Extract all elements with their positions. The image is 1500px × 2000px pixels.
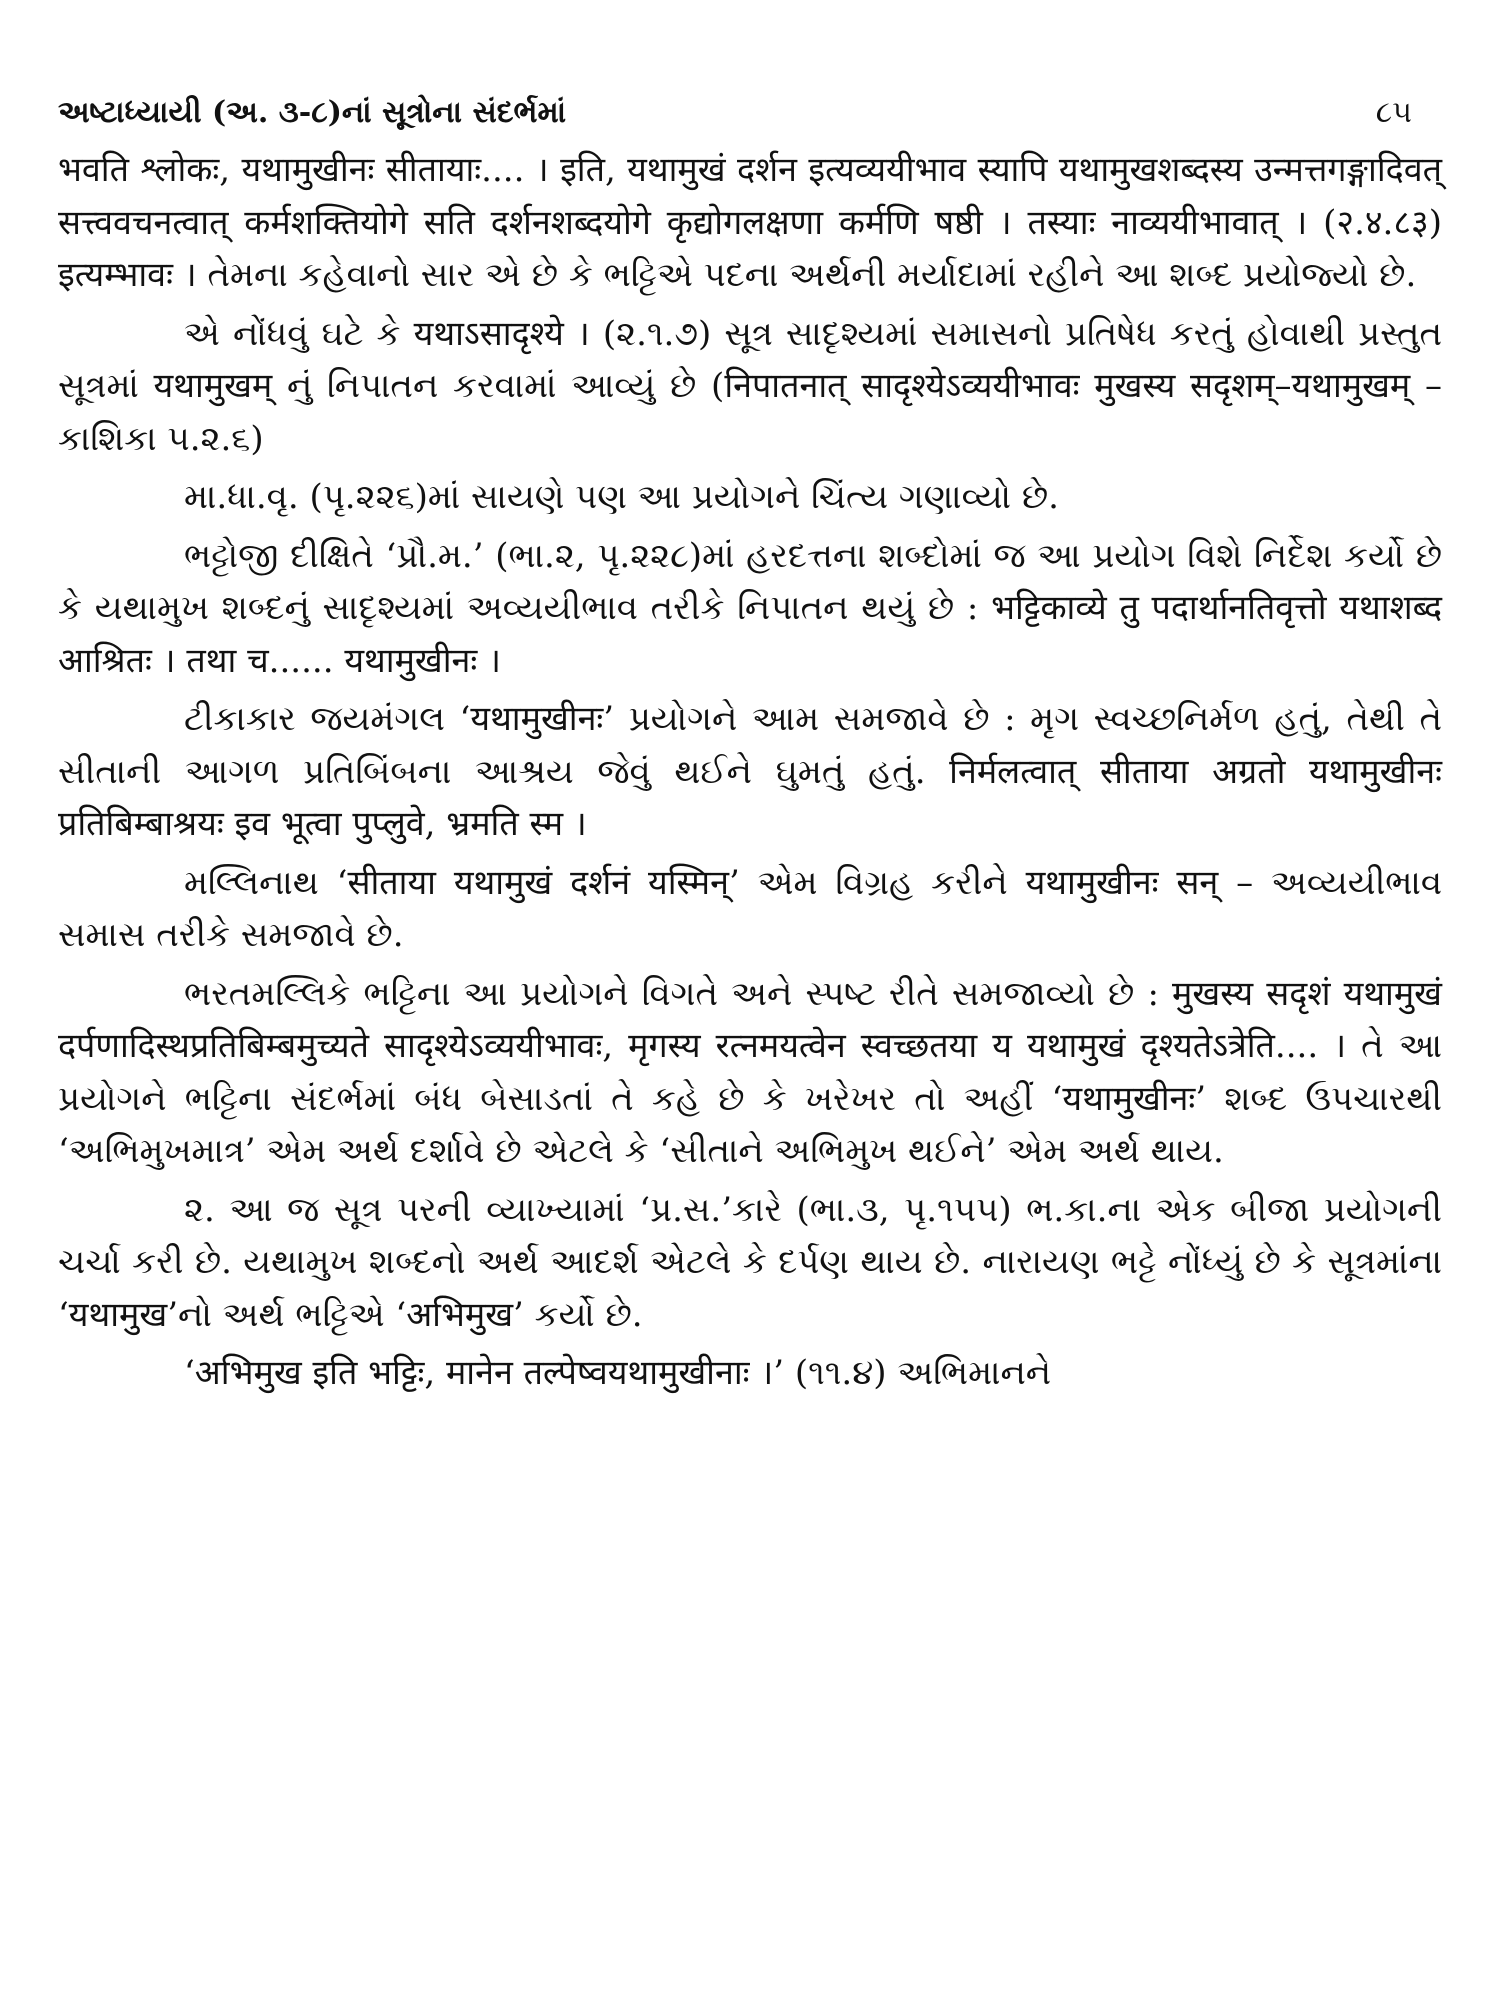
page-number: ૮૫ bbox=[1375, 95, 1412, 130]
paragraph-4: ભટ્ટોજી દીક્ષિતે ‘પ્રૌ.મ.’ (ભા.૨, પૃ.૨૨૮)માં હરદત્તના શબ્દોમાં જ આ પ્રયોગ વિશે નિર્દેશ કર્યો છે કે યથામુખ શબ્દનું સાદૃશ્યમાં અવ્યયીભાવ તરીકે નિપાતન થયું છે : भट्टिकाव्ये तु पदार्थानतिवृत्तो यथाशब्द आश्रितः । तथा च...... यथामुखीनः । bbox=[58, 535, 1442, 681]
running-header bbox=[58, 95, 1442, 130]
paragraph-2: એ નોંધવું ઘટે કે यथाऽसादृश्ये । (૨.૧.૭) સૂત્ર સાદૃશ્યમાં સમાસનો પ્રતિષેધ કરતું હોવાથી પ્રસ્તુત સૂત્રમાં यथामुखम् નું નિપાતન કરવામાં આવ્યું છે (निपातनात् सादृश्येऽव्ययीभावः मुखस्य सदृशम्–यथामुखम् – કાશિકા ૫.૨.૬) bbox=[58, 313, 1442, 459]
paragraph-1: भवति श्लोकः, यथामुखीनः सीतायाः.... । इति, यथामुखं दर्शन इत्यव्ययीभाव स्यापि यथामुखशब्दस्य उन्मत्तगङ्गादिवत् सत्त्ववचनत्वात् कर्मशक्तियोगे सति दर्शनशब्दयोगे कृद्योगलक्षणा कर्मणि षष्ठी । तस्याः नाव्ययीभावात् । (२.४.८३) इत्यम्भावः । તેમના કહેવાનો સાર એ છે કે ભટ્ટિએ પદના અર્થની મર્યાદામાં રહીને આ શબ્દ પ્રયોજ્યો છે. bbox=[58, 150, 1442, 295]
paragraph-6: મલ્લિનાથ ‘सीताया यथामुखं दर्शनं यस्मिन्’ એમ વિગ્રહ કરીને यथामुखीनः सन् – અવ્યયીભાવ સમાસ તરીકે સમજાવે છે. bbox=[58, 862, 1442, 955]
paragraph-3: મા.ધા.વૃ. (પૃ.૨૨૬)માં સાયણે પણ આ પ્રયોગને ચિંત્ય ગણાવ્યો છે. bbox=[184, 477, 1059, 517]
paragraph-9: ‘अभिमुख इति भट्टिः, मानेन तल्पेष्वयथामुखीनाः ।’ (૧૧.૪) અભિમાનને bbox=[184, 1353, 1052, 1393]
paragraph-8: ૨. આ જ સૂત્ર પરની વ્યાખ્યામાં ‘પ્ર.સ.’કારે (ભા.૩, પૃ.૧૫૫) ભ.કા.ના એક બીજા પ્રયોગની ચર્ચા કરી છે. યથામુખ શબ્દનો અર્થ આદર્શ એટલે કે દર્પણ થાય છે. નારાયણ ભટ્ટે નોંધ્યું છે કે સૂત્રમાંના ‘यथामुख’નો અર્થ ભટ્ટિએ ‘अभिमुख’ કર્યો છે. bbox=[58, 1189, 1442, 1335]
header-title: અષ્ટાધ્યાયી (અ. ૩-૮)નાં સૂત્રોના સંદર્ભમાં bbox=[58, 95, 567, 130]
paragraph-5: ટીકાકાર જયમંગલ ‘यथामुखीनः’ પ્રયોગને આમ સમજાવે છે : મૃગ સ્વચ્છનિર્મળ હતું, તેથી તે સીતાની આગળ પ્રતિબિંબના આશ્રય જેવું થઈને ઘુમતું હતું. निर्मलत्वात् सीताया अग्रतो यथामुखीनः प्रतिबिम्बाश्रयः इव भूत्वा पुप्लुवे, भ्रमति स्म । bbox=[58, 699, 1442, 844]
paragraph-7: ભરતમલ્લિકે ભટ્ટિના આ પ્રયોગને વિગતે અને સ્પષ્ટ રીતે સમજાવ્યો છે : मुखस्य सदृशं यथामुखं दर्पणादिस्थप्रतिबिम्बमुच्यते सादृश्येऽव्ययीभावः, मृगस्य रत्नमयत्वेन स्वच्छतया य यथामुखं दृश्यतेऽत्रेति.... । તે આ પ્રયોગને ભટ્ટિના સંદર્ભમાં બંધ બેસાડતાં તે કહે છે કે ખરેખર તો અહીં ‘यथामुखीनः’ શબ્દ ઉપચારથી ‘અભિમુખમાત્ર’ એમ અર્થ દર્શાવે છે એટલે કે ‘સીતાને અભિમુખ થઈને’ એમ અર્થ થાય. bbox=[58, 973, 1442, 1171]
